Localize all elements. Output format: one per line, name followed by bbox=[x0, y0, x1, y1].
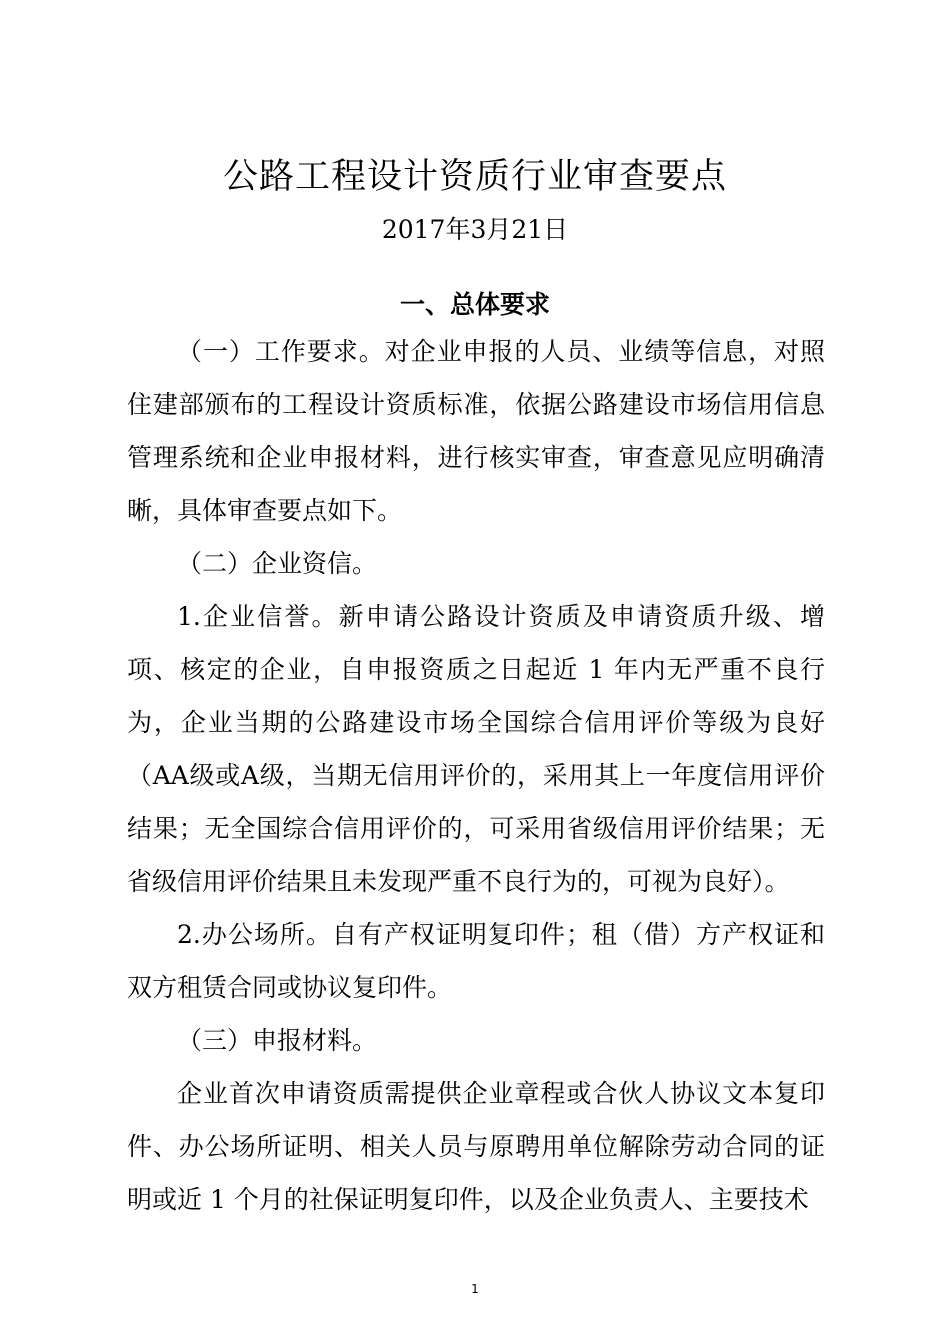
page-number: 1 bbox=[471, 1282, 479, 1296]
document-title: 公路工程设计资质行业审查要点 bbox=[222, 157, 727, 197]
paragraph-work-requirements: （一）工作要求。对企业申报的人员、业绩等信息，对照住建部颁布的工程设计资质标准，依据公路建设市场信用信息管理系统和企业申报材料，进行核实审查，审查意见应明确清晰，具体审查要点如下。 bbox=[127, 337, 825, 525]
paragraph-enterprise-reputation: 1.企业信誉。新申请公路设计资质及申请资质升级、增项、核定的企业，自申报资质之日起近 1 年内无严重不良行为，企业当期的公路建设市场全国综合信用评价等级为良好（AA级或A级，当期无信用评价的，采用其上一年度信用评价结果；无全国综合信用评价的，可采用省级信用评价结果；无省级信用评价结果且未发现严重不良行为的，可视为良好）。 bbox=[127, 602, 825, 896]
paragraph-application-materials: 企业首次申请资质需提供企业章程或合伙人协议文本复印件、办公场所证明、相关人员与原聘用单位解除劳动合同的证明或近 1 个月的社保证明复印件，以及企业负责人、主要技术 bbox=[127, 1079, 825, 1214]
paragraph-application-materials-heading: （三）申报材料。 bbox=[177, 1026, 378, 1055]
paragraph-enterprise-credit-heading: （二）企业资信。 bbox=[177, 549, 378, 578]
section-heading: 一、总体要求 bbox=[399, 290, 550, 319]
document-date: 2017年3月21日 bbox=[381, 215, 569, 244]
paragraph-office-premises: 2.办公场所。自有产权证明复印件；租（借）方产权证和双方租赁合同或协议复印件。 bbox=[127, 920, 825, 1002]
document-body bbox=[127, 325, 825, 1226]
